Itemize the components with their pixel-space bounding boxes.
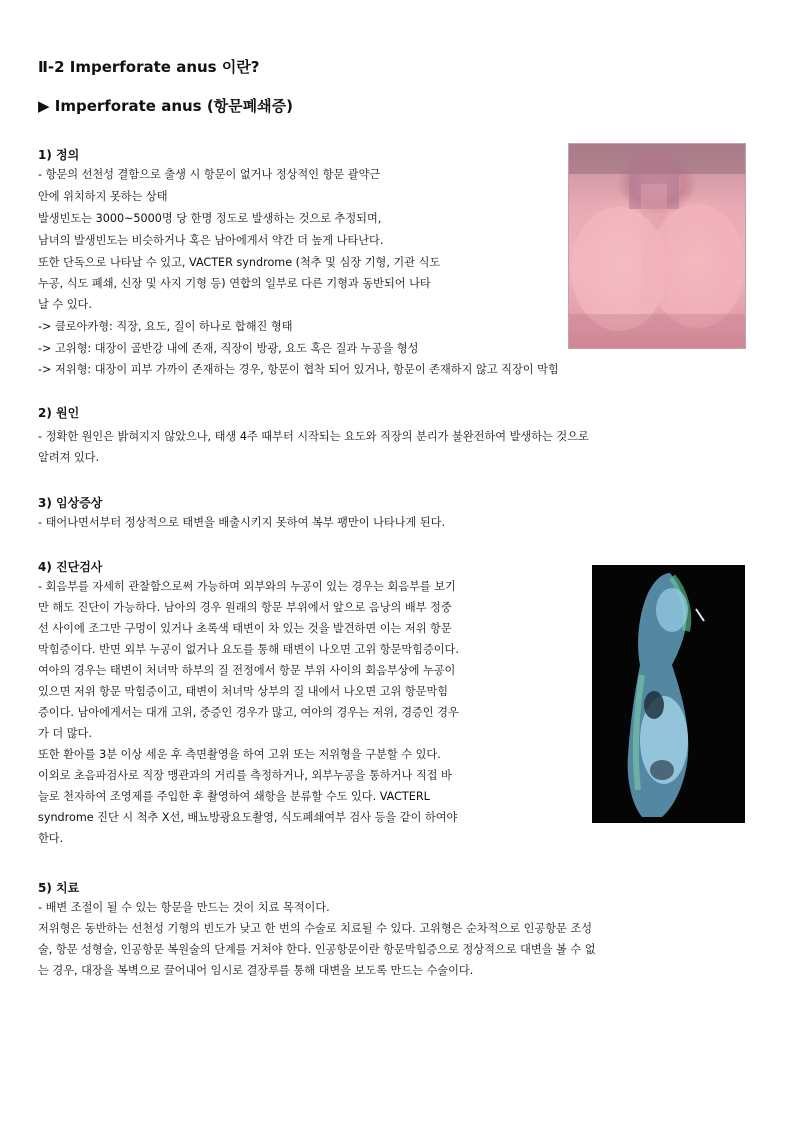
text-line: 또한 환아를 3분 이상 세운 후 측면촬영을 하여 고위 또는 저위형을 구분할 수 있다. [38, 748, 441, 761]
text-line: 이외로 초음파검사로 직장 맹관과의 거리를 측정하거나, 외부누공을 통하거나 직접 바 [38, 769, 452, 782]
text-line: 있으면 저위 항문 막힘증이고, 태변이 처녀막 상부의 질 내에서 나오면 고위 항문막힘 [38, 685, 449, 698]
text-line: syndrome 진단 시 척추 X선, 배뇨방광요도촬영, 식도폐쇄여부 검사 등을 같이 하여야 [38, 811, 458, 824]
text-line: - 태어나면서부터 정상적으로 태변을 배출시키지 못하여 복부 팽만이 나타나게 된다. [38, 516, 446, 529]
cause-paragraph [38, 426, 756, 468]
text-line: 증이다. 남아에게서는 대개 고위, 중증인 경우가 많고, 여아의 경우는 저위, 경증인 경우 [38, 706, 459, 719]
lateral-radiograph [592, 565, 745, 823]
text-line: - 회음부를 자세히 관찰함으로써 가능하며 외부와의 누공이 있는 경우는 회음부를 보기 [38, 580, 456, 593]
document-subtitle: ▶ Imperforate anus (항문폐쇄증) [38, 97, 293, 115]
text-line: 한다. [38, 832, 64, 845]
text-line: 는 경우, 대장을 복벽으로 끌어내어 임시로 결장루를 통해 대변을 보도록 만드는 수술이다. [38, 964, 474, 977]
type-item-cloaca: -> 클로아카형: 직장, 요도, 질이 하나로 합해진 형태 [38, 320, 293, 333]
text-line: 안에 위치하지 못하는 상태 [38, 190, 168, 203]
text-line: 만 해도 진단이 가능하다. 남아의 경우 원래의 항문 부위에서 앞으로 음낭의 배부 정중 [38, 601, 452, 614]
text-line: - 배변 조절이 될 수 있는 항문을 만드는 것이 치료 목적이다. [38, 901, 330, 914]
text-line: 여아의 경우는 태변이 처녀막 하부의 질 전정에서 항문 부위 사이의 회음부상에 누공이 [38, 664, 456, 677]
text-line: 늘로 천자하여 조영제를 주입한 후 촬영하여 쇄항을 분류할 수도 있다. VACTERL [38, 790, 430, 803]
treatment-paragraph [38, 918, 756, 981]
type-item-low: -> 저위형: 대장이 피부 가까이 존재하는 경우, 항문이 협착 되어 있거나, 항문이 존재하지 않고 직장이 막힘 [38, 363, 559, 376]
section-heading-treatment: 5) 치료 [38, 881, 80, 895]
text-line: 또한 단독으로 나타날 수 있고, VACTER syndrome (척추 및 심장 기형, 기관 식도 [38, 256, 441, 269]
text-line: - 정확한 원인은 밝혀지지 않았으나, 태생 4주 때부터 시작되는 요도와 직장의 분리가 불완전하여 발생하는 것으로 [38, 430, 589, 443]
text-line: 가 더 많다. [38, 727, 92, 740]
text-line: 술, 항문 성형술, 인공항문 복원술의 단계를 거쳐야 한다. 인공항문이란 항문막힘증으로 정상적으로 대변을 볼 수 없 [38, 943, 596, 956]
definition-paragraph [38, 252, 552, 315]
diagnosis-paragraph [38, 576, 580, 849]
text-line: 발생빈도는 3000~5000명 당 한명 정도로 발생하는 것으로 추정되며, [38, 212, 382, 225]
text-line: 남녀의 발생빈도는 비슷하거나 혹은 남아에게서 약간 더 높게 나타난다. [38, 234, 384, 247]
text-line: 알려져 있다. [38, 451, 100, 464]
section-heading-definition: 1) 정의 [38, 148, 80, 162]
text-line: 선 사이에 조그만 구멍이 있거나 초록색 태변이 차 있는 것을 발견하면 이는 저위 항문 [38, 622, 452, 635]
section-heading-diagnosis: 4) 진단검사 [38, 560, 103, 574]
document-title: Ⅱ-2 Imperforate anus 이란? [38, 58, 260, 76]
type-item-high: -> 고위형: 대장이 골반강 내에 존재, 직장이 방광, 요도 혹은 질과 누공을 형성 [38, 342, 419, 355]
text-line: - 항문의 선천성 결함으로 출생 시 항문이 없거나 정상적인 항문 괄약근 [38, 168, 381, 181]
section-heading-cause: 2) 원인 [38, 406, 80, 420]
section-heading-symptoms: 3) 임상증상 [38, 496, 103, 510]
text-line: 막힘증이다. 반면 외부 누공이 없거나 요도를 통해 태변이 나오면 고위 항문막힘증이다. [38, 643, 459, 656]
text-line: 누공, 식도 폐쇄, 신장 및 사지 기형 등) 연합의 일부로 다른 기형과 동반되어 나타 [38, 277, 431, 290]
text-line: 저위형은 동반하는 선천성 기형의 빈도가 낮고 한 번의 수술로 치료될 수 있다. 고위형은 순차적으로 인공항문 조성 [38, 922, 593, 935]
text-line: 날 수 있다. [38, 298, 92, 311]
clinical-photo [568, 143, 746, 349]
